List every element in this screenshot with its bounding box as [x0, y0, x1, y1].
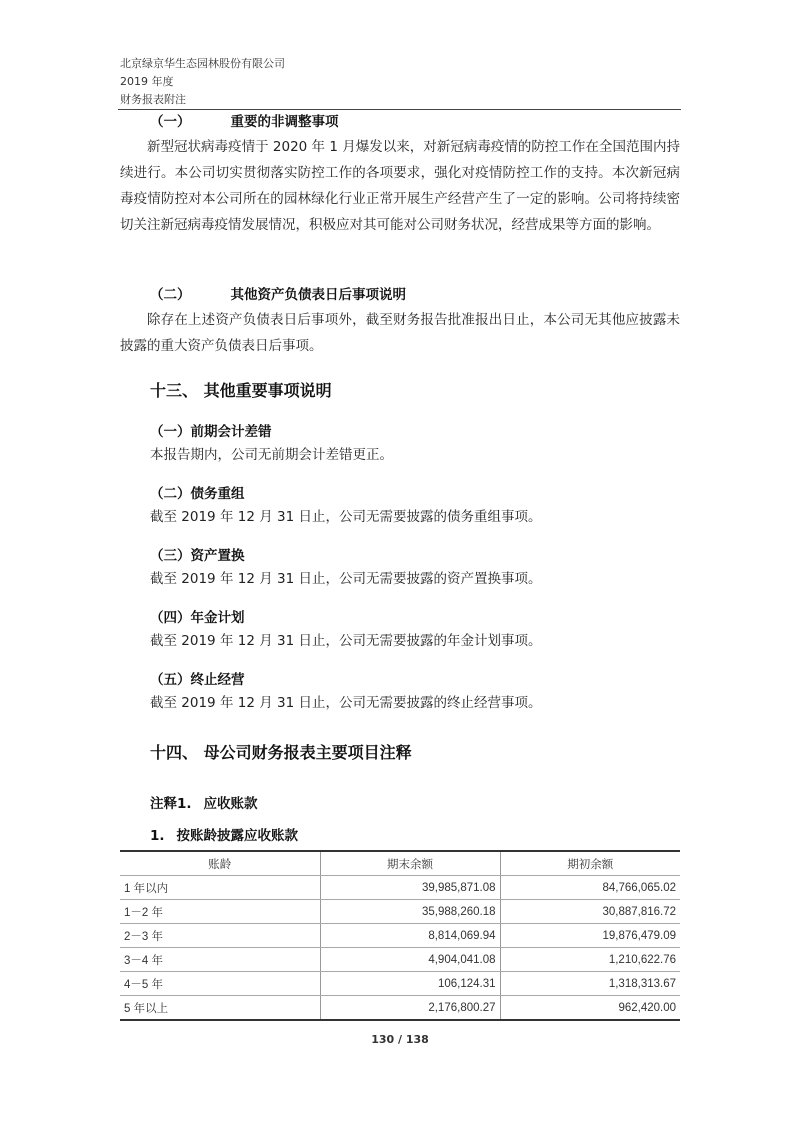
header-company: 北京绿京华生态园林股份有限公司 — [120, 57, 285, 70]
table-header-row — [120, 851, 680, 876]
paragraph-covid: 新型冠状病毒疫情于 2020 年 1 月爆发以来，对新冠病毒疫情的防控工作在全国范围内持续进行。本公司切实贯彻落实防控工作的各项要求，强化对疫情防控工作的支持。本次新冠病毒疫情防控对本公司所在的园林绿化行业正常开展生产经营产生了一定的影响。公司将持续密切关注新冠病毒疫情发展情况，积极应对其可能对公司财务状况，经营成果等方面的影响。 — [120, 139, 680, 233]
item-body-annuity-plan: 截至 2019 年 12 月 31 日止，公司无需要披露的年金计划事项。 — [150, 633, 542, 649]
aging-label-cell: 2－3 年 — [120, 924, 320, 948]
aging-label-cell: 4－5 年 — [120, 972, 320, 996]
closing-balance-cell: 106,124.31 — [320, 972, 500, 996]
header-year: 2019 年度 — [120, 75, 174, 88]
page-number: 130 / 138 — [371, 1033, 429, 1046]
closing-balance-cell: 35,988,260.18 — [320, 900, 500, 924]
note-number: 注释1. — [150, 796, 192, 812]
opening-balance-cell: 1,318,313.67 — [500, 972, 680, 996]
item-heading-asset-swap: （三）资产置换 — [150, 548, 245, 564]
table-row — [120, 996, 680, 1021]
section-title: 重要的非调整事项 — [230, 114, 339, 130]
section-title: 其他资产负债表日后事项说明 — [230, 287, 406, 303]
item-body-discontinued: 截至 2019 年 12 月 31 日止，公司无需要披露的终止经营事项。 — [150, 695, 542, 711]
note-heading-receivables — [150, 792, 258, 812]
header-doc-title: 财务报表附注 — [120, 93, 186, 106]
chapter-heading-13: 十三、 其他重要事项说明 — [150, 381, 332, 400]
item-heading-discontinued: （五）终止经营 — [150, 672, 245, 688]
closing-balance-cell: 8,814,069.94 — [320, 924, 500, 948]
item-heading-annuity-plan: （四）年金计划 — [150, 610, 245, 626]
closing-balance-cell: 2,176,800.27 — [320, 996, 500, 1021]
section-number: （一） — [150, 114, 191, 130]
chapter-heading-14: 十四、 母公司财务报表主要项目注释 — [150, 743, 412, 762]
opening-balance-cell: 84,766,065.02 — [500, 876, 680, 900]
paragraph-other-events: 除存在上述资产负债表日后事项外，截至财务报告批准报出日止，本公司无其他应披露未披露的重大资产负债表日后事项。 — [120, 312, 680, 354]
note-title: 应收账款 — [203, 796, 258, 812]
aging-label-cell: 1－2 年 — [120, 900, 320, 924]
item-heading-debt-restructuring: （二）债务重组 — [150, 486, 245, 502]
section-heading-2 — [150, 283, 406, 303]
item-body-asset-swap: 截至 2019 年 12 月 31 日止，公司无需要披露的资产置换事项。 — [150, 571, 542, 587]
item-heading-prior-errors: （一）前期会计差错 — [150, 424, 272, 440]
aging-label-cell: 1 年以内 — [120, 876, 320, 900]
subheading-title: 按账龄披露应收账款 — [176, 828, 299, 844]
column-header-aging: 账龄 — [120, 851, 320, 876]
table-row — [120, 948, 680, 972]
item-body-debt-restructuring: 截至 2019 年 12 月 31 日止，公司无需要披露的债务重组事项。 — [150, 509, 542, 525]
column-header-closing-balance: 期末余额 — [320, 851, 500, 876]
table-row — [120, 900, 680, 924]
opening-balance-cell: 1,210,622.76 — [500, 948, 680, 972]
column-header-opening-balance: 期初余额 — [500, 851, 680, 876]
aging-table — [120, 850, 680, 1021]
opening-balance-cell: 962,420.00 — [500, 996, 680, 1021]
aging-label-cell: 3－4 年 — [120, 948, 320, 972]
table-row — [120, 972, 680, 996]
subheading-aging — [150, 824, 298, 844]
opening-balance-cell: 19,876,479.09 — [500, 924, 680, 948]
section-heading-1 — [150, 110, 339, 130]
item-body-prior-errors: 本报告期内，公司无前期会计差错更正。 — [150, 447, 393, 463]
closing-balance-cell: 4,904,041.08 — [320, 948, 500, 972]
section-number: （二） — [150, 287, 191, 303]
table-row — [120, 876, 680, 900]
aging-label-cell: 5 年以上 — [120, 996, 320, 1021]
closing-balance-cell: 39,985,871.08 — [320, 876, 500, 900]
opening-balance-cell: 30,887,816.72 — [500, 900, 680, 924]
table-row — [120, 924, 680, 948]
subheading-number: 1. — [150, 828, 165, 844]
